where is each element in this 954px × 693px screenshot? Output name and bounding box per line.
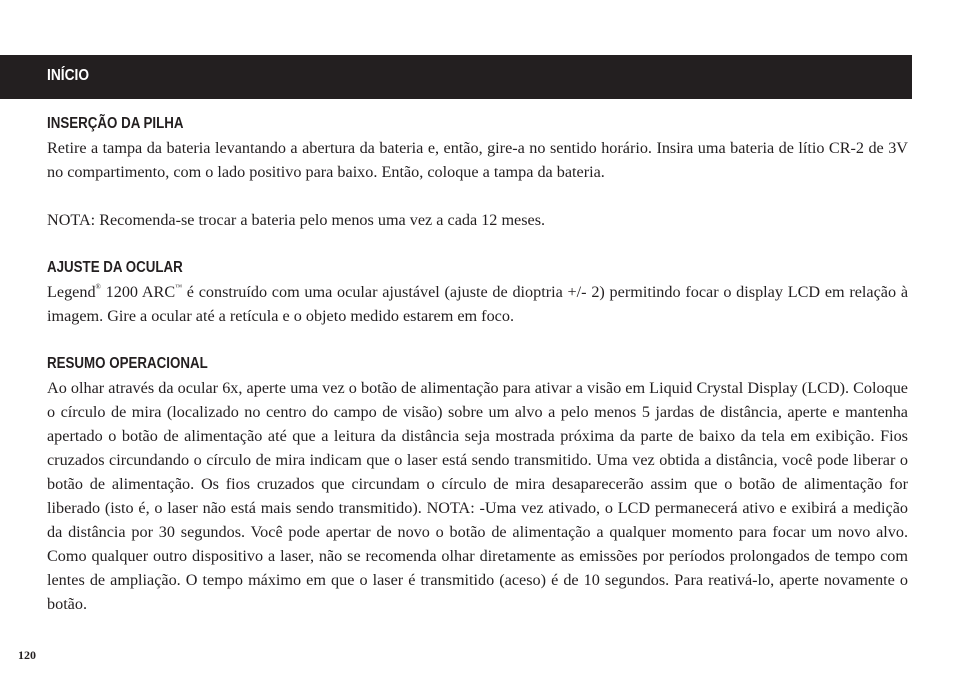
eyepiece-heading: AJUSTE DA OCULAR bbox=[47, 259, 183, 276]
spacer bbox=[47, 232, 908, 256]
model-name: 1200 ARC bbox=[100, 283, 176, 301]
eyepiece-paragraph bbox=[47, 280, 908, 328]
eyepiece-text: é construído com uma ocular ajustável (ajuste de dioptria +/- 2) permitindo focar o display LCD em relação à imagem. Gire a ocular até a retícula e o objeto medido estarem em foco. bbox=[47, 283, 909, 325]
page-number: 120 bbox=[18, 648, 36, 662]
operation-heading: RESUMO OPERACIONAL bbox=[47, 355, 208, 372]
battery-note: NOTA: Recomenda-se trocar a bateria pelo menos uma vez a cada 12 meses. bbox=[47, 211, 546, 229]
eyepiece-section bbox=[47, 256, 908, 328]
operation-section bbox=[47, 352, 908, 616]
brand-name: Legend bbox=[47, 283, 96, 301]
operation-paragraph: Ao olhar através da ocular 6x, aperte uma vez o botão de alimentação para ativar a visão em Liquid Crystal Display (LCD). Coloque o círculo de mira (localizado no centro do campo de visão) sobre um alvo a pelo menos 5 jardas de distância, aperte e mantenha apertado o botão de alimentação até que a leitura da distância seja mostrada próxima da parte de baixo da tela em exibição. Fios cruzados circundando o círculo de mira indicam que o laser está sendo transmitido. Uma vez obtida a distância, você pode liberar o botão de alimentação. Os fios cruzados que circundam o círculo de mira desaparecerão assim que o botão de alimentação for liberado (isto é, o laser não está mais sendo transmitido). NOTA: -Uma vez ativado, o LCD permanecerá ativo e exibirá a medição da distância por 30 segundos. Você pode apertar de novo o botão de alimentação a qualquer momento para focar um novo alvo. Como qualquer outro dispositivo a laser, não se recomenda olhar diretamente as emissões por períodos prolongados de tempo com lentes de ampliação. O tempo máximo em que o laser é transmitido (aceso) é de 10 segundos. Para reativá-lo, aperte novamente o botão. bbox=[47, 379, 908, 613]
section-header-bar bbox=[0, 55, 912, 99]
registered-mark: ® bbox=[95, 283, 101, 291]
page-content bbox=[47, 112, 908, 616]
battery-heading: INSERÇÃO DA PILHA bbox=[47, 115, 184, 132]
spacer bbox=[47, 328, 908, 352]
spacer bbox=[47, 184, 908, 208]
battery-section bbox=[47, 112, 908, 232]
section-title: INÍCIO bbox=[47, 67, 90, 84]
trademark-mark: ™ bbox=[175, 283, 183, 291]
battery-paragraph: Retire a tampa da bateria levantando a abertura da bateria e, então, gire-a no sentido horário. Insira uma bateria de lítio CR-2 de 3V no compartimento, com o lado positivo para baixo. Então, coloque a tampa da bateria. bbox=[47, 139, 908, 181]
